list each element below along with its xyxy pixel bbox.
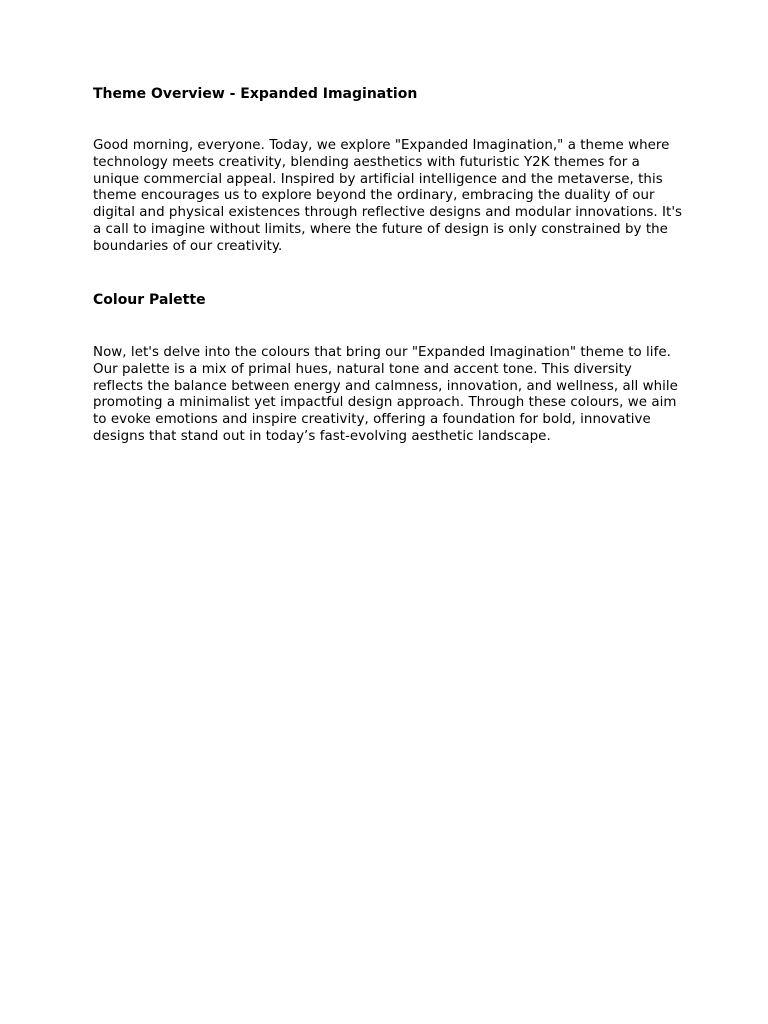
section-body-colour-palette: Now, let's delve into the colours that bring our "Expanded Imagination" theme to life. Our palette is a mix of primal hues, natural tone and accent tone. This diversity reflects the balance between energy and calmness, innovation, and wellness, all while promoting a minimalist yet impactful design approach. Through these colours, we aim to evoke emotions and inspire creativity, offering a foundation for bold, innovative designs that stand out in today’s fast-evolving aesthetic landscape. <box>93 345 678 444</box>
section-heading-theme-overview: Theme Overview - Expanded Imagination <box>93 86 418 102</box>
section-body-theme-overview: Good morning, everyone. Today, we explore "Expanded Imagination," a theme where technology meets creativity, blending aesthetics with futuristic Y2K themes for a unique commercial appeal. Inspired by artificial intelligence and the metaverse, this theme encourages us to explore beyond the ordinary, embracing the duality of our digital and physical existences through reflective designs and modular innovations. It's a call to imagine without limits, where the future of design is only constrained by the boundaries of our creativity. <box>93 138 683 254</box>
section-heading-colour-palette: Colour Palette <box>93 292 206 308</box>
